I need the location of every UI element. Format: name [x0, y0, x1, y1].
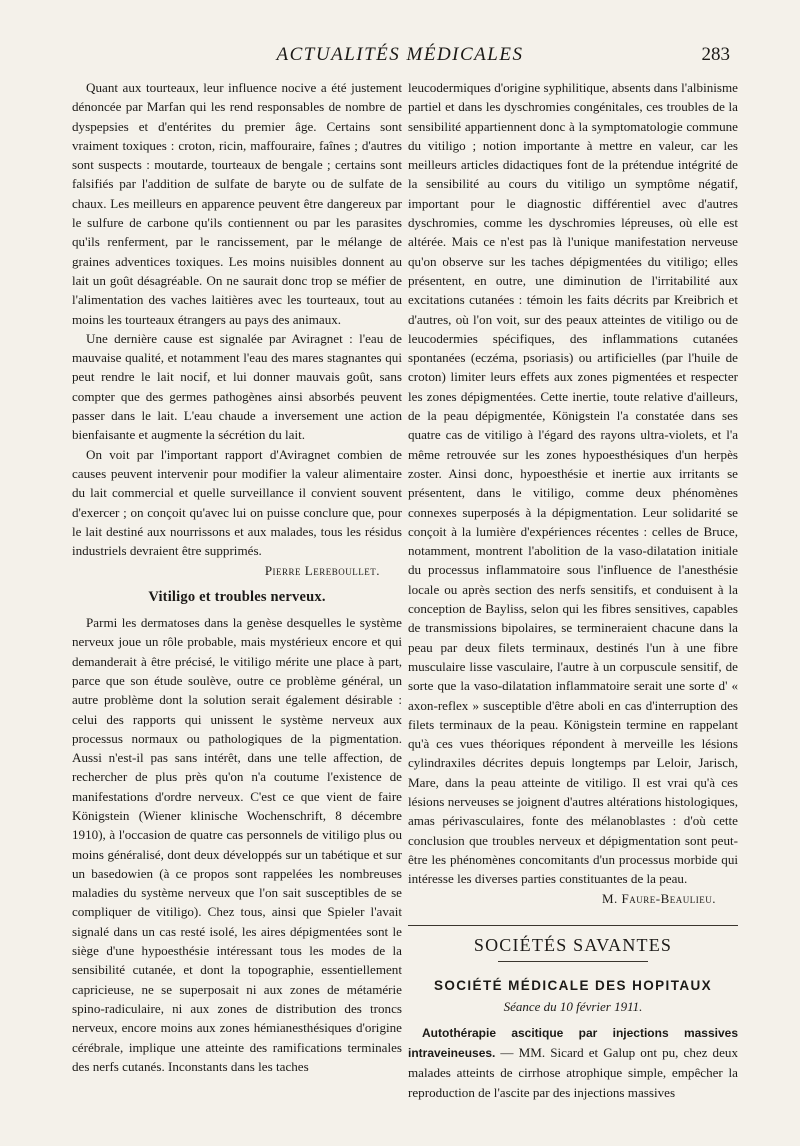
paragraph-eau: Une dernière cause est signalée par Aviragnet : l'eau de mauvaise qualité, et notamment l'eau des mares stagnantes qui peut rendre le lait nocif, et lui donner mauvais goût, sans compter que des germes pathogènes ainsi absorbés peuvent passer dans le lait. L'eau chaude a inversement une action bienfaisante et augmente la sécrétion du lait. [72, 330, 402, 443]
right-column [408, 78, 738, 1102]
paragraph-tourteaux: Quant aux tourteaux, leur influence nocive a été justement dénoncée par Marfan qui les rend responsables de nombre de dyspepsies et d'entérites du premier âge. Certains sont vraiment toxiques : croton, ricin, maffouraire, faînes ; d'autres sont suspects : moutarde, tourteaux de bengale ; certains sont falsifiés par l'addition de sulfate de baryte ou de sulfate de chaux. Les meilleurs en apparence peuvent être dangereux par le sulfure de carbone qu'ils contiennent ou par les parasites qu'ils renferment, par le rancissement, par le mélange de graines adventices toxiques. Les moins nuisibles donnent au lait un goût désagréable. On ne saurait donc trop se méfier de l'alimentation des vaches laitières avec les tourteaux, tout au moins les tourteaux étrangers au pays des animaux. [72, 80, 402, 327]
section-title-underline [498, 961, 648, 962]
society-title: SOCIÉTÉ MÉDICALE DES HOPITAUX [433, 978, 713, 994]
rubric-title: Autothérapie ascitique par injections massives intraveineuses. [408, 1025, 738, 1060]
rubric-body: — MM. Sicard et Galup ont pu, chez deux malades atteints de cirrhose atrophique simple, empêcher la reproduction de l'ascite par des injections massives [408, 1044, 738, 1100]
article-heading-vitiligo: Vitiligo et troubles nerveux. [148, 588, 326, 605]
running-title: ACTUALITÉS MÉDICALES [276, 44, 524, 65]
author-signature-lereboullet: Pierre Lereboullet. [264, 563, 380, 579]
session-date: Séance du 10 février 1911. [503, 999, 643, 1015]
paragraph-vitiligo-intro: Parmi les dermatoses dans la genèse desquelles le système nerveux joue un rôle probable, mais mystérieux encore et qui demanderait à être précisé, le vitiligo mérite une place à part, parce que son étude soulève, outre ce problème général, un autre problème dont la solution serait également désirable : celui des rapports qui unissent le système nerveux aux processus normaux ou pathologiques de la pigmentation. Aussi n'est-il pas sans intérêt, dans une telle affection, de rechercher de plus près qu'on n'a coutume l'existence de manifestations d'ordre nerveux. C'est ce que vient de faire Königstein (Wiener klinische Wochenschrift, 8 décembre 1910), à l'occasion de quatre cas personnels de vitiligo plus ou moins généralisé, dont deux développés sur un tabétique et sur un basedowien (à ce propos sont rappelées les nombreuses maladies du système nerveux que l'on sait susceptibles de se compliquer de vitiligo). Chez tous, ainsi que Spieler l'avait signalé dans un cas resté isolé, les aires dépigmentées sont le siège d'une hypoesthésie intéressant tous les modes de la sensibilité cutanée, et dont la topographie, essentiellement capricieuse, ne se superposait ni aux zones de métamérie spino-radiculaire, ni aux zones de distribution des troncs nerveux, encore moins aux zones hémianesthésiques d'origine cérébrale, implique une atteinte des ramifications terminales des nerfs cutanés. Inconstants dans les taches [72, 615, 402, 1074]
author-signature-faure-beaulieu: M. Faure-Beaulieu. [601, 891, 716, 907]
paragraph-conclusion-lait: On voit par l'important rapport d'Aviragnet combien de causes peuvent intervenir pour modifier la valeur alimentaire du lait commercial et quelle surveillance il convient souvent d'exercer ; on conçoit qu'avec lui on puisse conclure que, pour le lait destiné aux nourrissons et aux malades, tous les résidus industriels devraient être supprimés. [72, 446, 402, 559]
paragraph-autotherapie [408, 1023, 738, 1102]
section-title: SOCIÉTÉS SAVANTES [473, 934, 673, 955]
page-number: 283 [701, 44, 730, 65]
section-divider [408, 925, 738, 926]
left-column [72, 78, 402, 1076]
paragraph-vitiligo-continued: leucodermiques d'origine syphilitique, absents dans l'albinisme partiel et dans les dyschromies congénitales, ces troubles de la sensibilité appartiennent donc à la symptomatologie commune du vitiligo ; notion importante à mettre en valeur, car les meilleurs articles didactiques font de la prétendue intégrité de la sensibilité au cours du vitiligo un symptôme négatif, important pour le diagnostic différentiel avec d'autres dyschromies, comme les dyschromies lépreuses, où elle est altérée. Mais ce n'est pas là l'unique manifestation nerveuse qu'on observe sur les taches dépigmentées du vitiligo; elles présentent, en outre, une diminution de l'irritabilité aux excitations cutanées : témoin les faits décrits par Kreibrich et d'autres, où l'on voit, sur des peaux atteintes de vitiligo ou de leucodermies spécifiques, des inflammations cutanées spontanées (eczéma, psoriasis) ou artificielles (par l'huile de croton) limiter leurs effets aux zones pigmentées et respecter les zones dépigmentées. Cette inertie, toute relative d'ailleurs, de la peau dépigmentée, Königstein l'a constatée dans ses quatre cas de vitiligo à l'égard des rayons ultra-violets, et l'a même retrouvée sur les zones hypoesthésiques d'un herpès zoster. Ainsi donc, hypoesthésie et inertie aux irritants se présentent, dans le vitiligo, comme deux phénomènes connexes superposés à la dépigmentation. Leur solidarité se conçoit à la lumière d'expériences récentes : celles de Bruce, notamment, montrent l'abolition de la vaso-dilatation initiale du processus inflammatoire sous l'influence de l'anesthésie locale ou après section des nerfs sensitifs, et conduisent à la conception de Bayliss, selon qui les fibres sensitives, capables de transmissions bipolaires, se termineraient chacune dans la peau par deux filets terminaux, destinés l'un à une fibre musculaire lisse vasculaire, l'autre à un corpuscule sensitif, de sorte que la vaso-dilatation inflammatoire serait une sorte d' « axon-reflex » susceptible d'être aboli en cas d'interruption des filets terminaux de la peau. Königstein termine en rappelant qu'à ces vues théoriques répondent à merveille les lésions cylindraxiles décrites depuis longtemps par Leloir, Jarisch, Mare, dans la peau atteinte de vitiligo. Il est vrai qu'à ces lésions nerveuses se joignent d'autres altérations histologiques, amas périvasculaires, fonte des mélanoblastes : d'où cette conclusion que troubles nerveux et dépigmentation sont peut-être les phénomènes concomitants d'un processus morbide qui intéresse les diverses parties constituantes de la peau. [408, 80, 738, 887]
running-head [0, 44, 800, 70]
